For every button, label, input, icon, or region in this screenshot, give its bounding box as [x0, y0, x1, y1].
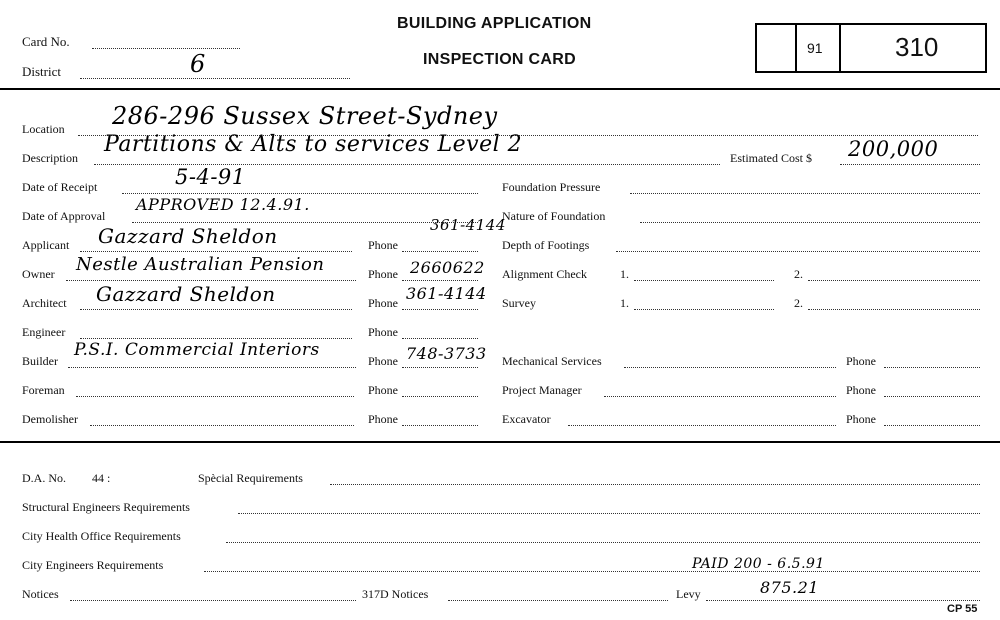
- builder-phone-label: Phone: [368, 354, 398, 368]
- da-no-label: D.A. No.: [22, 471, 66, 485]
- city-engineers-label: City Engineers Requirements: [22, 558, 164, 572]
- builder-value: P.S.I. Commercial Interiors: [74, 340, 320, 360]
- demolisher-label: Demolisher: [22, 412, 78, 426]
- owner-phone-field[interactable]: [402, 280, 478, 281]
- alignment-check-2-label: 2.: [794, 267, 803, 281]
- applicant-value: Gazzard Sheldon: [98, 224, 278, 248]
- header-divider: [0, 88, 1000, 90]
- nature-of-foundation-label: Nature of Foundation: [502, 209, 606, 223]
- reference-large-number: 310: [895, 32, 939, 62]
- nature-of-foundation-field[interactable]: [640, 222, 980, 223]
- applicant-field[interactable]: [80, 251, 352, 252]
- project-manager-label: Project Manager: [502, 383, 582, 397]
- date-of-approval-label: Date of Approval: [22, 209, 106, 223]
- project-manager-field[interactable]: [604, 396, 836, 397]
- paid-note: PAID 200 - 6.5.91: [692, 556, 825, 572]
- notices-317d-field[interactable]: [448, 600, 668, 601]
- architect-phone-label: Phone: [368, 296, 398, 310]
- architect-phone-value: 361-4144: [406, 284, 487, 303]
- alignment-check-1-label: 1.: [620, 267, 629, 281]
- excavator-label: Excavator: [502, 412, 551, 426]
- date-of-approval-value: APPROVED 12.4.91.: [136, 195, 310, 214]
- da-no-value: 44 :: [92, 471, 111, 485]
- survey-2-label: 2.: [794, 296, 803, 310]
- levy-field[interactable]: [706, 600, 980, 601]
- structural-engineers-label: Structural Engineers Requirements: [22, 500, 190, 514]
- reference-small-number: 91: [807, 40, 823, 56]
- owner-value: Nestle Australian Pension: [76, 254, 325, 275]
- special-requirements-label: Spècial Requirements: [198, 471, 303, 485]
- special-requirements-field[interactable]: [330, 484, 980, 485]
- builder-field[interactable]: [68, 367, 356, 368]
- survey-1-field[interactable]: [634, 309, 774, 310]
- builder-phone-field[interactable]: [402, 367, 478, 368]
- city-health-field[interactable]: [226, 542, 980, 543]
- foundation-pressure-field[interactable]: [630, 193, 980, 194]
- applicant-phone-value: 361-4144: [430, 216, 506, 234]
- levy-value: 875.21: [760, 578, 819, 597]
- description-label: Description: [22, 151, 78, 165]
- demolisher-phone-field[interactable]: [402, 425, 478, 426]
- builder-phone-value: 748-3733: [406, 344, 487, 363]
- foreman-phone-field[interactable]: [402, 396, 478, 397]
- demolisher-field[interactable]: [90, 425, 354, 426]
- project-manager-phone-label: Phone: [846, 383, 876, 397]
- form-code: CP 55: [947, 603, 978, 615]
- survey-2-field[interactable]: [808, 309, 980, 310]
- project-manager-phone-field[interactable]: [884, 396, 980, 397]
- form-title-line1: BUILDING APPLICATION: [397, 15, 592, 32]
- owner-label: Owner: [22, 267, 55, 281]
- mechanical-services-label: Mechanical Services: [502, 354, 602, 368]
- engineer-phone-field[interactable]: [402, 338, 478, 339]
- date-of-receipt-field[interactable]: [122, 193, 478, 194]
- alignment-check-label: Alignment Check: [502, 267, 587, 281]
- depth-of-footings-label: Depth of Footings: [502, 238, 590, 252]
- excavator-field[interactable]: [568, 425, 836, 426]
- date-of-approval-field[interactable]: [132, 222, 478, 223]
- alignment-check-2-field[interactable]: [808, 280, 980, 281]
- foreman-field[interactable]: [76, 396, 354, 397]
- card-no-label: Card No.: [22, 34, 70, 49]
- date-of-receipt-label: Date of Receipt: [22, 180, 98, 194]
- applicant-phone-label: Phone: [368, 238, 398, 252]
- engineer-field[interactable]: [80, 338, 352, 339]
- excavator-phone-field[interactable]: [884, 425, 980, 426]
- estimated-cost-value: 200,000: [848, 137, 939, 161]
- structural-engineers-field[interactable]: [238, 513, 980, 514]
- owner-field[interactable]: [66, 280, 356, 281]
- architect-label: Architect: [22, 296, 67, 310]
- architect-phone-field[interactable]: [402, 309, 478, 310]
- form-title-line2: INSPECTION CARD: [423, 51, 576, 68]
- description-value: Partitions & Alts to services Level 2: [104, 132, 523, 157]
- engineer-phone-label: Phone: [368, 325, 398, 339]
- notices-317d-label: 317D Notices: [362, 587, 429, 601]
- levy-label: Levy: [676, 587, 701, 601]
- foundation-pressure-label: Foundation Pressure: [502, 180, 601, 194]
- date-of-receipt-value: 5-4-91: [175, 165, 246, 189]
- applicant-label: Applicant: [22, 238, 70, 252]
- architect-value: Gazzard Sheldon: [96, 282, 276, 306]
- builder-label: Builder: [22, 354, 58, 368]
- location-value: 286-296 Sussex Street-Sydney: [112, 102, 498, 130]
- location-label: Location: [22, 122, 65, 136]
- estimated-cost-label: Estimated Cost $: [730, 151, 812, 165]
- demolisher-phone-label: Phone: [368, 412, 398, 426]
- city-engineers-field[interactable]: [204, 571, 980, 572]
- foreman-phone-label: Phone: [368, 383, 398, 397]
- district-value: 6: [190, 50, 206, 78]
- district-field[interactable]: [80, 78, 350, 79]
- mechanical-services-phone-label: Phone: [846, 354, 876, 368]
- city-health-label: City Health Office Requirements: [22, 529, 181, 543]
- survey-1-label: 1.: [620, 296, 629, 310]
- middle-divider: [0, 441, 1000, 443]
- engineer-label: Engineer: [22, 325, 66, 339]
- architect-field[interactable]: [80, 309, 352, 310]
- notices-field[interactable]: [70, 600, 356, 601]
- foreman-label: Foreman: [22, 383, 65, 397]
- reference-box: [755, 23, 987, 73]
- mechanical-services-field[interactable]: [624, 367, 836, 368]
- depth-of-footings-field[interactable]: [616, 251, 980, 252]
- applicant-phone-field[interactable]: [402, 251, 478, 252]
- estimated-cost-field[interactable]: [840, 164, 980, 165]
- mechanical-services-phone-field[interactable]: [884, 367, 980, 368]
- survey-label: Survey: [502, 296, 536, 310]
- notices-label: Notices: [22, 587, 59, 601]
- owner-phone-value: 2660622: [410, 258, 485, 277]
- excavator-phone-label: Phone: [846, 412, 876, 426]
- district-label: District: [22, 64, 61, 79]
- owner-phone-label: Phone: [368, 267, 398, 281]
- card-no-field[interactable]: [92, 48, 240, 49]
- alignment-check-1-field[interactable]: [634, 280, 774, 281]
